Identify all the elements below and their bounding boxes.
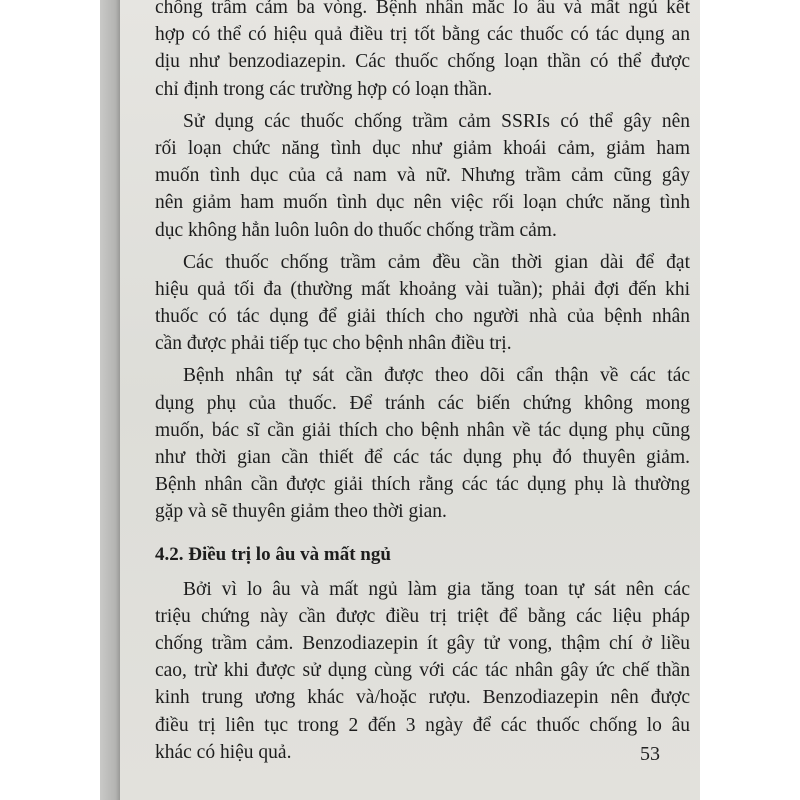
- text-line: chống trầm cảm ba vòng. Bệnh nhân mắc lo âu và mất ngủ kết: [155, 0, 690, 18]
- text-line: như thời gian cần thiết để các tác dụng phụ đó thuyên giảm.: [155, 447, 690, 468]
- text-line: gặp và sẽ thuyên giảm theo thời gian.: [155, 501, 447, 523]
- section-after-heading: [155, 576, 690, 771]
- text-line: chống trầm cảm. Benzodiazepin ít gây tử vong, thậm chí ở liều: [155, 632, 690, 654]
- page-number: 53: [640, 743, 660, 765]
- paragraph: [155, 362, 690, 530]
- text-line: điều trị liên tục trong 2 đến 3 ngày để các thuốc chống lo âu: [155, 714, 690, 736]
- text-line: Bệnh nhân tự sát cần được theo dõi cẩn thận về các tác: [183, 365, 690, 387]
- text-line: dục không hẳn luôn luôn do thuốc chống trầm cảm.: [155, 219, 557, 241]
- text-line: nên giảm ham muốn tình dục nên việc rối loạn chức năng tình: [155, 192, 690, 214]
- page-edge: [100, 0, 122, 800]
- text-line: hiệu quả tối đa (thường mất khoảng vài tuần); phải đợi đến khi: [155, 278, 690, 300]
- paragraph: [155, 249, 690, 363]
- text-line: cần được phải tiếp tục cho bệnh nhân điều trị.: [155, 333, 512, 355]
- page-body: [155, 0, 690, 771]
- text-line: muốn tình dục của cả nam và nữ. Nhưng trầm cảm cũng gây: [155, 165, 690, 187]
- text-line: thuốc có tác dụng để giải thích cho người nhà của bệnh nhân: [155, 306, 690, 328]
- text-line: triệu chứng này cần được điều trị triệt để bằng các liệu pháp: [155, 605, 690, 627]
- text-line: rối loạn chức năng tình dục như giảm khoái cảm, giảm ham: [155, 137, 690, 159]
- text-line: hợp có thể có hiệu quả điều trị tốt bằng các thuốc có tác dụng an: [155, 24, 690, 46]
- text-line: Các thuốc chống trầm cảm đều cần thời gian dài để đạt: [183, 251, 690, 273]
- text-line: chỉ định trong các trường hợp có loạn thần.: [155, 78, 493, 100]
- paragraph: [155, 108, 690, 249]
- paragraph: [155, 576, 690, 771]
- text-line: muốn, bác sĩ cần giải thích cho bệnh nhân về tác dụng phụ cũng: [155, 419, 690, 441]
- text-line: dịu như benzodiazepin. Các thuốc chống loạn thần có thể được: [155, 51, 690, 73]
- paragraph: [155, 0, 690, 108]
- section-before-heading: [155, 0, 690, 531]
- text-line: Sử dụng các thuốc chống trầm cảm SSRIs có thể gây nên: [183, 110, 690, 132]
- text-line: dụng phụ của thuốc. Để tránh các biến chứng không mong: [155, 392, 690, 414]
- text-line: kinh trung ương khác và/hoặc rượu. Benzodiazepin nên được: [155, 687, 690, 709]
- text-line: Bởi vì lo âu và mất ngủ làm gia tăng toan tự sát nên các: [183, 578, 690, 600]
- text-line: Bệnh nhân cần được giải thích rằng các tác dụng phụ là thường: [155, 474, 690, 496]
- text-line: khác có hiệu quả.: [155, 741, 292, 763]
- section-heading: 4.2. Điều trị lo âu và mất ngủ: [155, 543, 391, 565]
- text-line: cao, trừ khi được sử dụng cùng với các tác nhân gây ức chế thần: [155, 660, 690, 682]
